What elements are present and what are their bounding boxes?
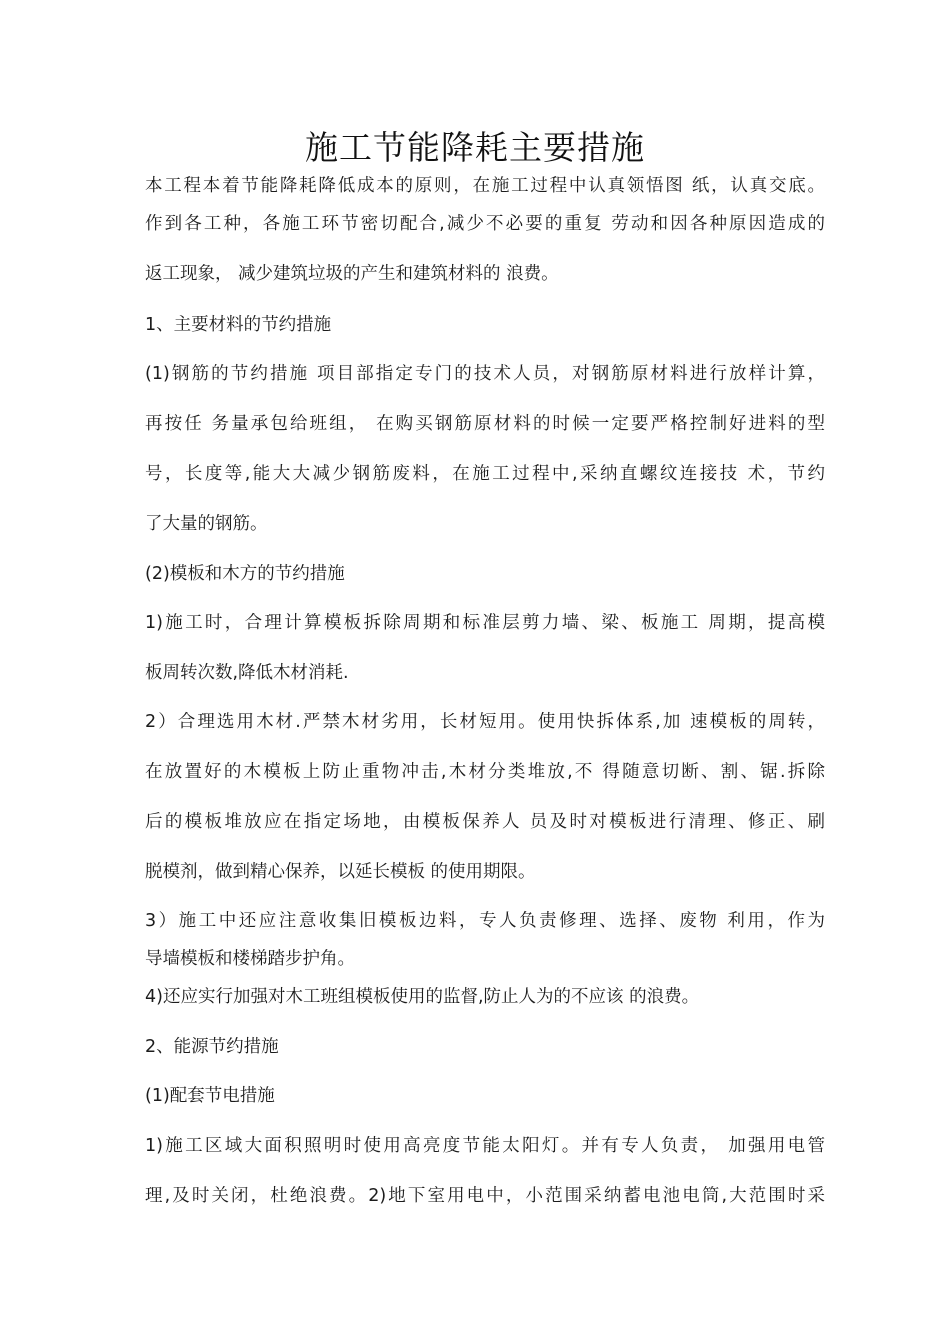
body-line: 了大量的钢筋。 xyxy=(145,514,268,534)
body-line: 返工现象， 减少建筑垃圾的产生和建筑材料的 浪费。 xyxy=(145,264,559,284)
page-title: 施工节能降耗主要措施 xyxy=(305,128,645,167)
body-line: 脱模剂，做到精心保养，以延长模板 的使用期限。 xyxy=(145,862,536,882)
body-line: 再按任 务量承包给班组， 在购买钢筋原材料的时候一定要严格控制好进料的型 xyxy=(145,414,825,434)
subsection-heading: (1)配套节电措施 xyxy=(145,1086,275,1106)
subsection-heading: (2)模板和木方的节约措施 xyxy=(145,564,345,584)
body-line: 号，长度等,能大大减少钢筋废料，在施工过程中,采纳直螺纹连接技 术，节约 xyxy=(145,464,825,484)
body-line: 4)还应实行加强对木工班组模板使用的监督,防止人为的不应该 的浪费。 xyxy=(145,987,700,1007)
body-line: (1)钢筋的节约措施 项目部指定专门的技术人员，对钢筋原材料进行放样计算， xyxy=(145,364,825,384)
body-line: 在放置好的木模板上防止重物冲击,木材分类堆放,不 得随意切断、割、锯.拆除 xyxy=(145,762,825,782)
body-line: 作到各工种，各施工环节密切配合,减少不必要的重复 劳动和因各种原因造成的 xyxy=(145,214,825,234)
section-heading: 2、能源节约措施 xyxy=(145,1037,279,1057)
body-line: 2）合理选用木材.严禁木材劣用，长材短用。使用快拆体系,加 速模板的周转， xyxy=(145,712,825,732)
body-line: 1)施工区域大面积照明时使用高亮度节能太阳灯。并有专人负责， 加强用电管 xyxy=(145,1136,825,1156)
body-line: 本工程本着节能降耗降低成本的原则，在施工过程中认真领悟图 纸，认真交底。 xyxy=(145,176,825,196)
body-line: 板周转次数,降低木材消耗. xyxy=(145,663,349,683)
body-line: 导墙模板和楼梯踏步护角。 xyxy=(145,949,355,969)
body-line: 后的模板堆放应在指定场地，由模板保养人 员及时对模板进行清理、修正、刷 xyxy=(145,812,825,832)
body-line: 理,及时关闭，杜绝浪费。2)地下室用电中，小范围采纳蓄电池电筒,大范围时采 xyxy=(145,1186,825,1206)
body-line: 1)施工时，合理计算模板拆除周期和标准层剪力墙、梁、板施工 周期，提高模 xyxy=(145,613,825,633)
body-line: 3）施工中还应注意收集旧模板边料，专人负责修理、选择、废物 利用，作为 xyxy=(145,911,825,931)
section-heading: 1、主要材料的节约措施 xyxy=(145,315,332,335)
